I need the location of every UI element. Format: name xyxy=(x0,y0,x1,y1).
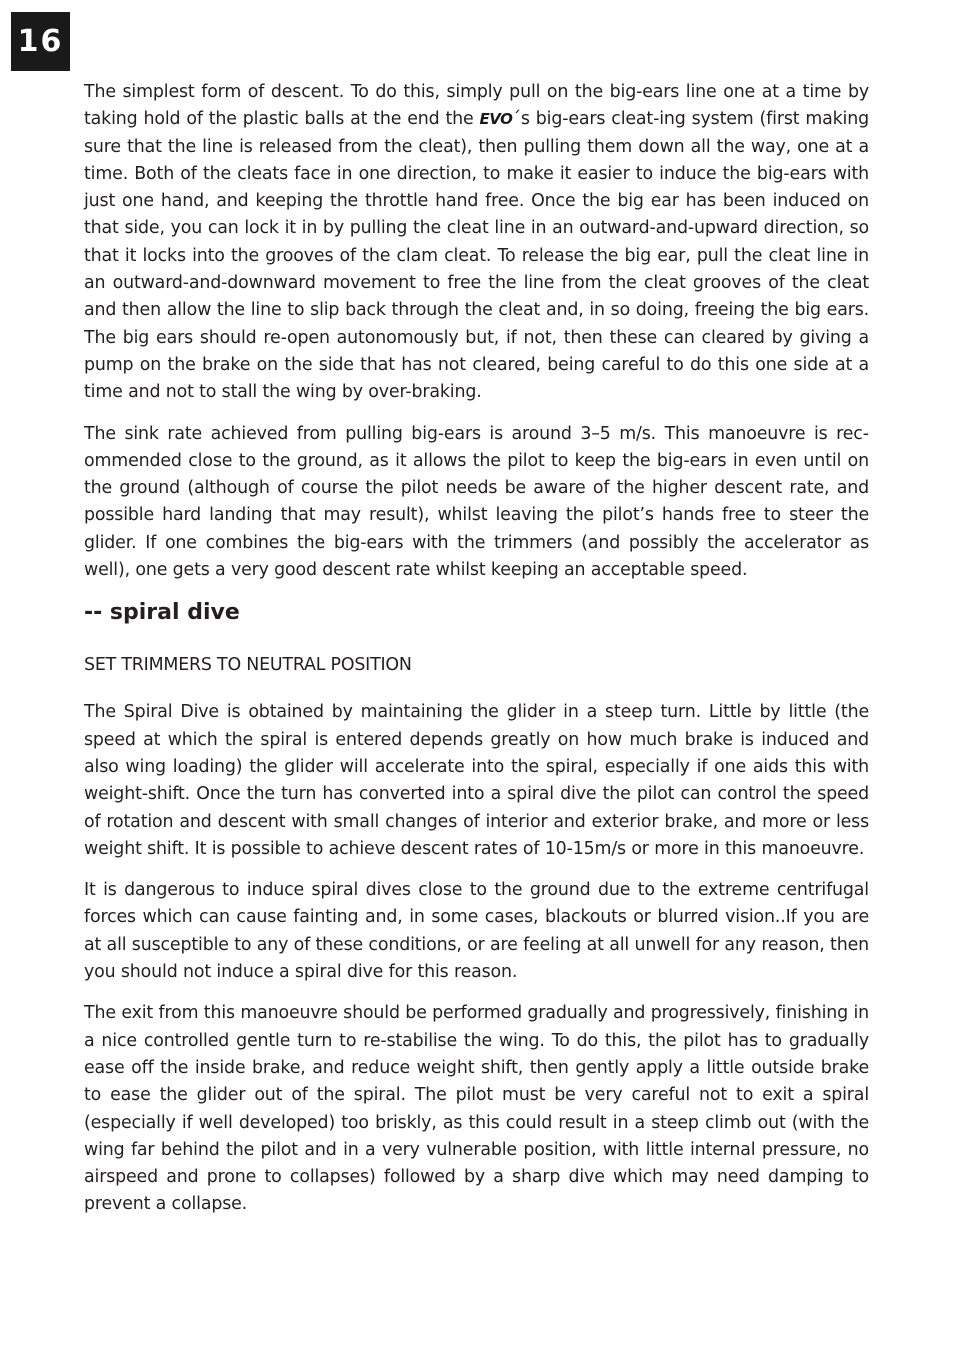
paragraph-text: The simplest form of descent. To do this, simply pull on the big-ears line one at a time by taking hold of the plastic balls at the end the xyxy=(84,82,869,130)
paragraph-big-ears-technique xyxy=(84,79,869,407)
paragraph-spiral-dive-danger: It is dangerous to induce spiral dives close to the ground due to the extreme centrifugal forces which can cause fainting and, in some cases, blackouts or blurred vision..If you are at all susceptible to any of these conditions, or are feeling at all unwell for any reason, then you should not induce a spiral dive for this reason. xyxy=(84,880,869,983)
page-content xyxy=(84,79,869,1219)
paragraph-spiral-dive-exit: The exit from this manoeuvre should be performed gradually and progressively, finishing in a nice controlled gentle turn to re-stabilise the wing. To do this, the pilot has to gradually ease off the inside brake, and reduce weight shift, then gently apply a little outside brake to ease the glider out of the spiral. The pilot must be very careful not to exit a spiral (especially if well developed) too briskly, as this could result in a steep climb out (with the wing far behind the pilot and in a very vulnerable position, with little internal pressure, no airspeed and prone to collapses) followed by a sharp dive which may need damping to prevent a collapse. xyxy=(84,1003,869,1215)
page-number: 16 xyxy=(11,12,70,71)
evo-logo: EVO xyxy=(479,110,513,129)
section-subheading: SET TRIMMERS TO NEUTRAL POSITION xyxy=(84,655,412,676)
paragraph-spiral-dive-description: The Spiral Dive is obtained by maintaining the glider in a steep turn. Little by little (the speed at which the spiral is entered depends greatly on how much brake is induced and also wing loading) the glider will accelerate into the spiral, especially if one aids this with weight-shift. Once the turn has converted into a spiral dive the pilot can control the speed of rotation and descent with small changes of interior and exterior brake, and more or less weight shift. It is possible to achieve descent rates of 10-15m/s or more in this manoeuvre. xyxy=(84,702,869,859)
section-heading: -- spiral dive xyxy=(84,600,240,626)
paragraph-sink-rate: The sink rate achieved from pulling big-ears is around 3–5 m/s. This manoeuvre is recommended close to the ground, as it allows the pilot to keep the big-ears in even until on the ground (although of course the pilot needs be aware of the higher descent rate, and possible hard landing that may result), whilst leaving the pilot’s hands free to steer the glider. If one combines the big-ears with the trimmers (and possibly the accelerator as well), one gets a very good descent rate whilst keeping an acceptable speed. xyxy=(84,423,869,581)
paragraph-text: ´s big-ears cleat-ing system (first making sure that the line is released from the cleat), then pulling them down all the way, one at a time. Both of the cleats face in one direction, to make it easier to induce the big-ears with just one hand, and keeping the throttle hand free. Once the big ear has been induced on that side, you can lock it in by pulling the cleat line in an outward-and-upward direction, so that it locks into the grooves of the clam cleat. To release the big ear, pull the cleat line in an outward-and-downward movement to free the line from the cleat grooves of the cleat and then allow the line to slip back through the cleat and, in so doing, freeing the big ears. The big ears should re-open autonomously but, if not, then these can cleared by giving a pump on the brake on the side that has not cleared, being careful to do this one side at a time and not to stall the wing by over-braking. xyxy=(84,109,869,403)
